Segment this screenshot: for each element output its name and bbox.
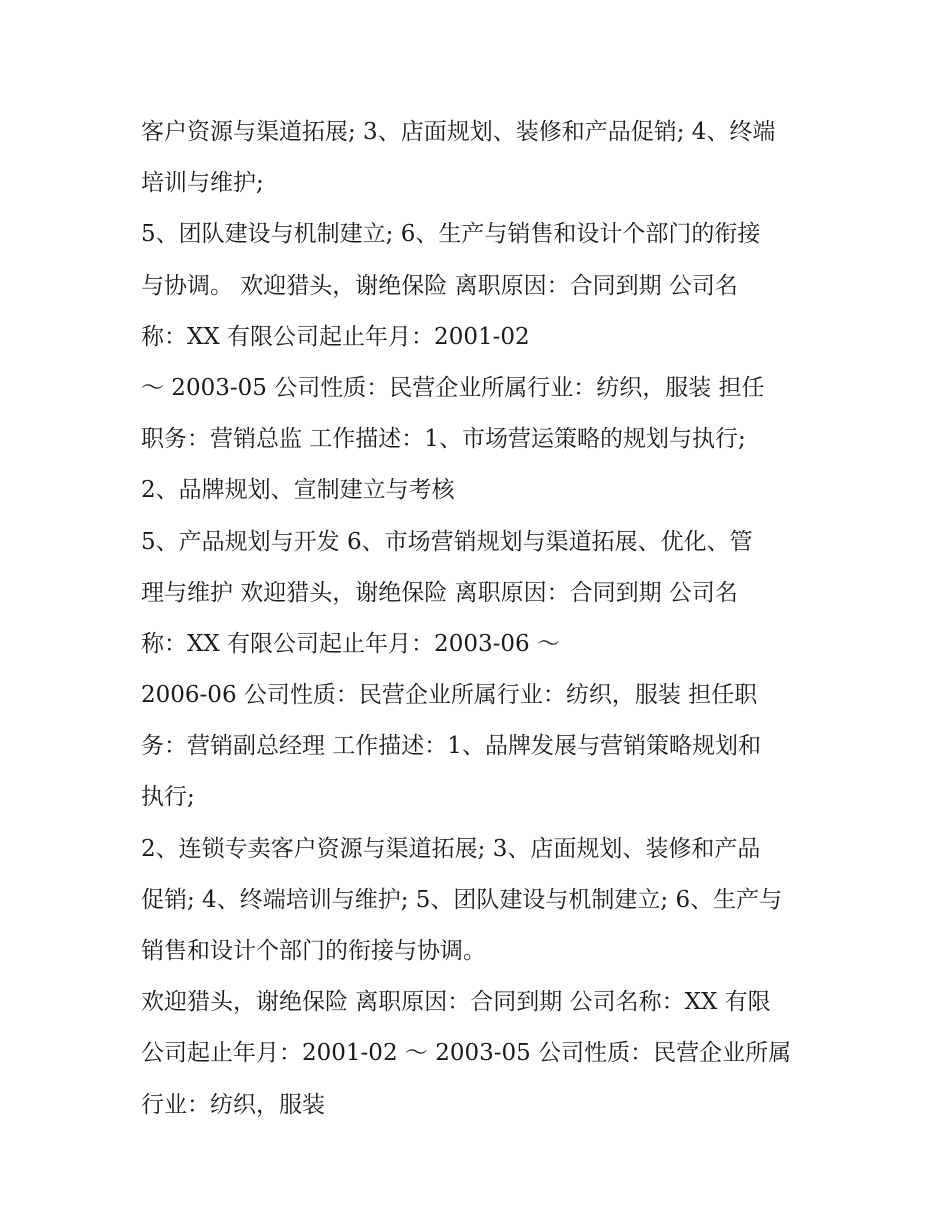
text-line-16: 促销; 4、终端培训与维护; 5、团队建设与机制建立; 6、生产与 bbox=[141, 886, 783, 913]
text-line-12: 2006-06 公司性质：民营企业所属行业：纺织，服装 担任职 bbox=[141, 682, 758, 709]
text-line-14: 执行; bbox=[141, 784, 195, 811]
text-line-10: 理与维护 欢迎猎头，谢绝保险 离职原因：合同到期 公司名 bbox=[141, 579, 738, 606]
text-line-4: 与协调。 欢迎猎头，谢绝保险 离职原因：合同到期 公司名 bbox=[141, 272, 738, 299]
text-line-11: 称：XX 有限公司起止年月：2003-06 ～ bbox=[141, 630, 560, 657]
text-line-20: 行业：纺织，服装 bbox=[141, 1091, 325, 1118]
text-line-9: 5、产品规划与开发 6、市场营销规划与渠道拓展、优化、管 bbox=[141, 528, 753, 555]
text-line-1: 客户资源与渠道拓展; 3、店面规划、装修和产品促销; 4、终端 bbox=[141, 119, 776, 145]
text-line-17: 销售和设计个部门的衔接与协调。 bbox=[141, 938, 486, 964]
text-line-18: 欢迎猎头，谢绝保险 离职原因：合同到期 公司名称：XX 有限 bbox=[141, 989, 771, 1016]
text-line-15: 2、连锁专卖客户资源与渠道拓展; 3、店面规划、装修和产品 bbox=[141, 835, 761, 862]
text-line-7: 职务：营销总监 工作描述：1、市场营运策略的规划与执行; bbox=[141, 426, 746, 453]
text-line-5: 称：XX 有限公司起止年月：2001-02 bbox=[141, 323, 530, 350]
resume-text-block bbox=[141, 107, 821, 1131]
text-line-19: 公司起止年月：2001-02 ～ 2003-05 公司性质：民营企业所属 bbox=[141, 1040, 792, 1067]
text-line-8: 2、品牌规划、宣制建立与考核 bbox=[141, 477, 455, 504]
text-line-2: 培训与维护; bbox=[141, 170, 264, 197]
text-line-3: 5、团队建设与机制建立; 6、生产与销售和设计个部门的衔接 bbox=[141, 221, 761, 248]
text-line-13: 务：营销副总经理 工作描述：1、品牌发展与营销策略规划和 bbox=[141, 733, 761, 760]
text-line-6: ～ 2003-05 公司性质：民营企业所属行业：纺织，服装 担任 bbox=[141, 374, 765, 401]
